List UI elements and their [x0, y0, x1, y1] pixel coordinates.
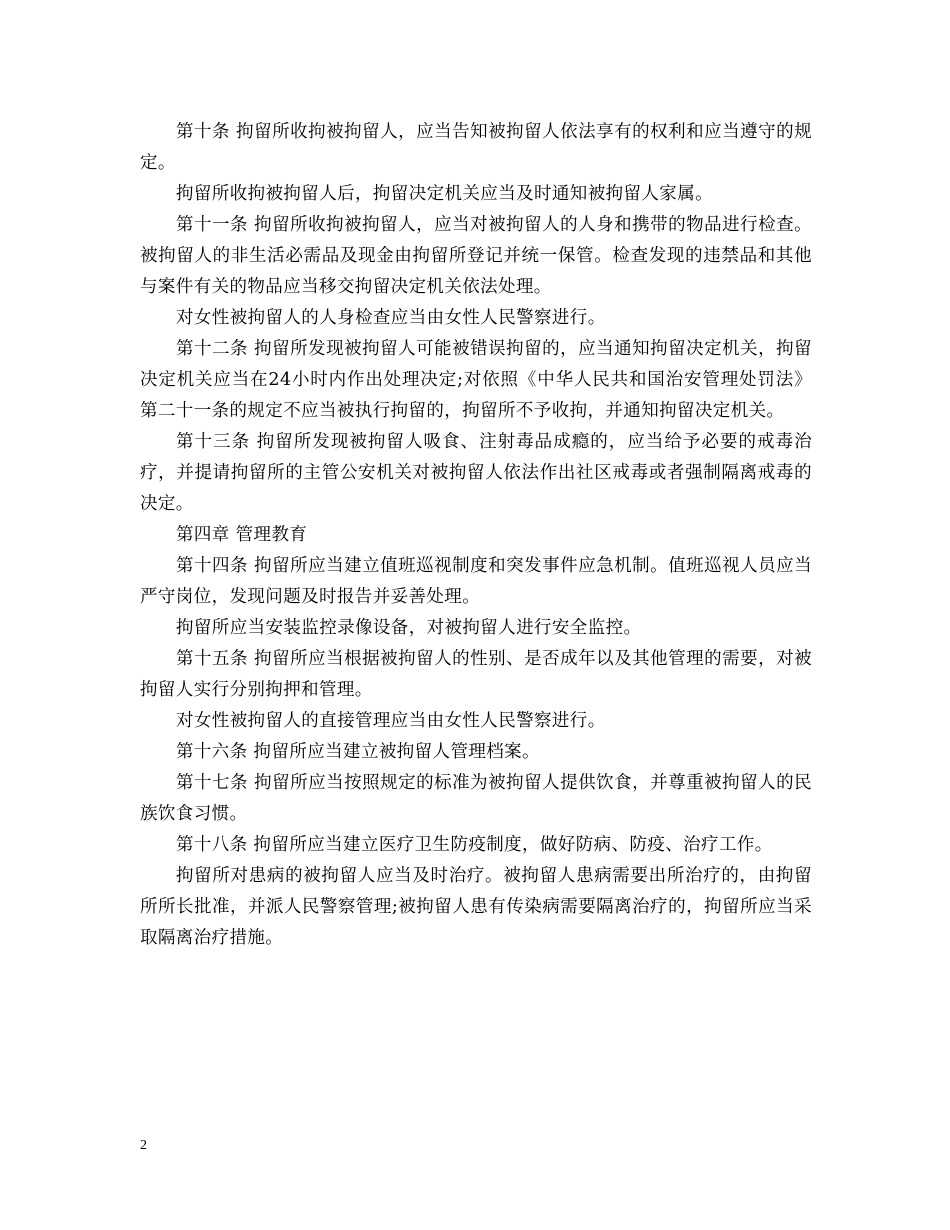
article-14-paragraph: 第十四条 拘留所应当建立值班巡视制度和突发事件应急机制。值班巡视人员应当严守岗位，发现问题及时报告并妥善处理。: [140, 556, 812, 607]
medical-treatment-paragraph: 拘留所对患病的被拘留人应当及时治疗。被拘留人患病需要出所治疗的，由拘留所所长批准，并派人民警察管理;被拘留人患有传染病需要隔离治疗的，拘留所应当采取隔离治疗措施。: [140, 866, 812, 948]
chapter-4-heading: 第四章 管理教育: [176, 525, 308, 545]
female-management-paragraph: 对女性被拘留人的直接管理应当由女性人民警察进行。: [176, 711, 606, 731]
article-15-paragraph: 第十五条 拘留所应当根据被拘留人的性别、是否成年以及其他管理的需要，对被拘留人实行分别拘押和管理。: [140, 649, 812, 700]
article-18-paragraph: 第十八条 拘留所应当建立医疗卫生防疫制度，做好防病、防疫、治疗工作。: [176, 835, 773, 855]
article-16-paragraph: 第十六条 拘留所应当建立被拘留人管理档案。: [176, 742, 540, 762]
article-13-paragraph: 第十三条 拘留所发现被拘留人吸食、注射毒品成瘾的，应当给予必要的戒毒治疗，并提请拘留所的主管公安机关对被拘留人依法作出社区戒毒或者强制隔离戒毒的决定。: [140, 432, 812, 514]
article-12-paragraph: 第十二条 拘留所发现被拘留人可能被错误拘留的，应当通知拘留决定机关，拘留决定机关应当在24小时内作出处理决定;对依照《中华人民共和国治安管理处罚法》第二十一条的规定不应当被执行拘留的，拘留所不予收拘，并通知拘留决定机关。: [140, 339, 812, 421]
article-17-paragraph: 第十七条 拘留所应当按照规定的标准为被拘留人提供饮食，并尊重被拘留人的民族饮食习惯。: [140, 773, 812, 824]
family-notification-paragraph: 拘留所收拘被拘留人后，拘留决定机关应当及时通知被拘留人家属。: [176, 184, 713, 204]
article-11-paragraph: 第十一条 拘留所收拘被拘留人，应当对被拘留人的人身和携带的物品进行检查。被拘留人的非生活必需品及现金由拘留所登记并统一保管。检查发现的违禁品和其他与案件有关的物品应当移交拘留决定机关依法处理。: [140, 215, 812, 297]
female-search-paragraph: 对女性被拘留人的人身检查应当由女性人民警察进行。: [176, 308, 606, 328]
monitoring-paragraph: 拘留所应当安装监控录像设备，对被拘留人进行安全监控。: [176, 618, 642, 638]
document-body: [140, 117, 812, 954]
page-number: 2: [140, 1138, 147, 1153]
article-10-paragraph: 第十条 拘留所收拘被拘留人，应当告知被拘留人依法享有的权利和应当遵守的规定。: [140, 122, 812, 173]
